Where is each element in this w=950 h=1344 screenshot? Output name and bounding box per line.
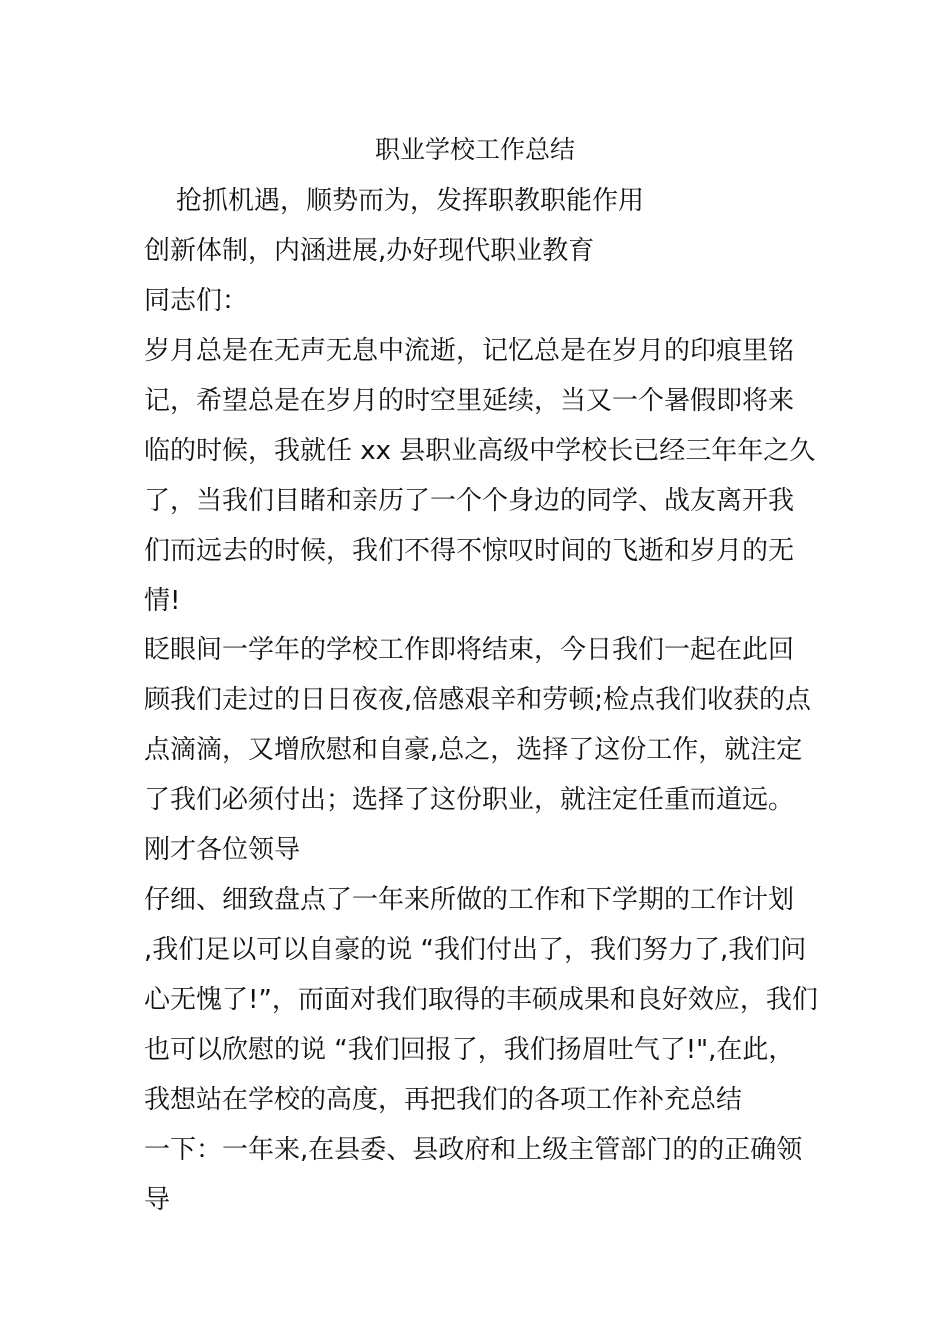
body-line: 我想站在学校的高度，再把我们的各项工作补充总结 (144, 1085, 743, 1115)
body-line: 一下：一年来,在县委、县政府和上级主管部门的的正确领 (144, 1135, 803, 1165)
salutation-line: 同志们： (144, 286, 249, 316)
body-line: 也可以欣慰的说 “我们回报了，我们扬眉吐气了!",在此， (144, 1035, 795, 1065)
body-line: 们而远去的时候，我们不得不惊叹时间的飞逝和岁月的无 (144, 536, 795, 566)
document-title: 职业学校工作总结 (374, 135, 575, 164)
body-line: 记，希望总是在岁月的时空里延续，当又一个暑假即将来 (144, 386, 795, 416)
body-line: 了我们必须付出；选择了这份职业，就注定任重而道远。 (144, 785, 795, 815)
body-line: 临的时候，我就任 xx 县职业高级中学校长已经三年年之久 (144, 436, 816, 466)
body-line: 顾我们走过的日日夜夜,倍感艰辛和劳顿;检点我们收获的点 (144, 685, 812, 715)
body-line: 心无愧了!”，而面对我们取得的丰硕成果和良好效应，我们 (144, 985, 818, 1015)
body-line: 点滴滴，又增欣慰和自豪,总之，选择了这份工作，就注定 (144, 735, 803, 765)
body-line: 了，当我们目睹和亲历了一个个身边的同学、战友离开我 (144, 486, 795, 516)
body-line: 岁月总是在无声无息中流逝，记忆总是在岁月的印痕里铭 (144, 336, 795, 366)
body-line: 刚才各位领导 (144, 835, 301, 865)
body-line: 导 (144, 1185, 171, 1215)
body-line: 眨眼间一学年的学校工作即将结束，今日我们一起在此回 (144, 635, 795, 665)
subtitle-line: 抢抓机遇，顺势而为，发挥职教职能作用 (176, 186, 645, 216)
body-line: ,我们足以可以自豪的说 “我们付出了，我们努力了,我们问 (144, 935, 807, 965)
body-line: 情! (144, 586, 181, 616)
body-line: 仔细、细致盘点了一年来所做的工作和下学期的工作计划 (144, 885, 795, 915)
subtitle-line: 创新体制，内涵进展,办好现代职业教育 (144, 236, 595, 266)
